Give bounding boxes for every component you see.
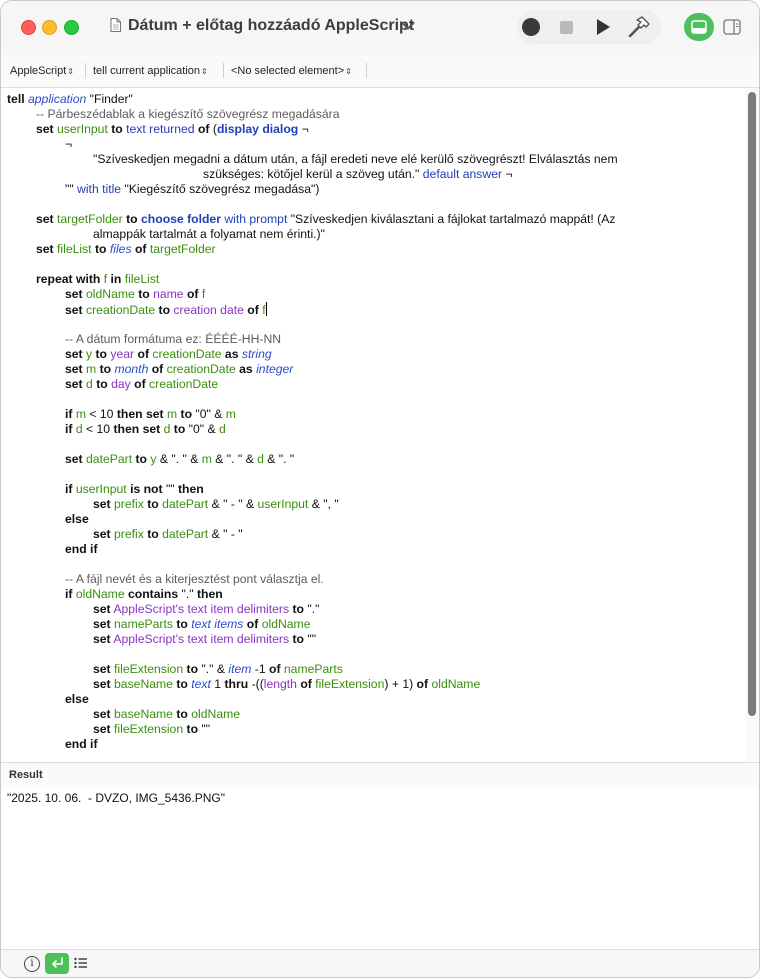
close-window-button[interactable] — [21, 20, 36, 35]
code-line: tell application "Finder" — [7, 92, 133, 106]
text-cursor — [266, 302, 267, 316]
code-line: if d < 10 then set d to "0" & d — [65, 422, 226, 436]
target-label: tell current application — [93, 65, 201, 77]
code-line: set y to year of creationDate as string — [65, 347, 272, 361]
code-line: set AppleScript's text item delimiters to "" — [93, 632, 317, 646]
language-popup[interactable] — [10, 65, 74, 77]
code-line: if userInput is not "" then — [65, 482, 204, 496]
code-line: ¬ — [65, 137, 73, 151]
code-comment: -- Párbeszédablak a kiegészítő szövegrész megadására — [36, 107, 340, 121]
result-value: "2025. 10. 06. - DVZO, IMG_5436.PNG" — [7, 791, 225, 805]
code-line: set oldName to name of f — [65, 287, 206, 301]
code-line: szükséges: kötőjel kerül a szöveg után." default answer ¬ — [203, 167, 513, 181]
code-line: set prefix to datePart & " - " — [93, 527, 243, 541]
target-popup[interactable] — [93, 65, 208, 77]
code-line: "" with title "Kiegészítő szövegrész megadása") — [65, 182, 320, 196]
code-keyword: end if — [65, 542, 98, 556]
return-arrow-icon — [50, 957, 64, 970]
window-title[interactable]: Dátum + előtag hozzáadó AppleScript — [128, 17, 415, 34]
code-line: set prefix to datePart & " - " & userInput & ", " — [93, 497, 339, 511]
result-title: Result — [9, 769, 43, 781]
element-popup[interactable] — [231, 65, 352, 77]
show-log-icon — [691, 20, 707, 34]
nav-divider — [85, 63, 86, 78]
code-line: set userInput to text returned of (display dialog ¬ — [36, 122, 309, 136]
nav-divider — [366, 63, 367, 78]
editor-scrollbar-thumb[interactable] — [748, 92, 756, 716]
title-bar — [1, 1, 759, 55]
code-line: set nameParts to text items of oldName — [93, 617, 311, 631]
record-button[interactable] — [522, 18, 540, 36]
code-keyword: else — [65, 512, 89, 526]
code-line: set targetFolder to choose folder with prompt "Szíveskedjen kiválasztani a fájlokat tartalmazó mappát! (Az — [36, 212, 616, 226]
code-line: if oldName contains "." then — [65, 587, 223, 601]
minimize-window-button[interactable] — [42, 20, 57, 35]
chevron-down-icon[interactable] — [401, 21, 415, 31]
updown-icon: ⇕ — [67, 67, 74, 76]
code-line: set creationDate to creation date of f — [65, 303, 266, 317]
code-line: set fileExtension to "." & item -1 of nameParts — [93, 662, 343, 676]
code-comment: -- A fájl nevét és a kiterjesztést pont választja el. — [65, 572, 324, 586]
nav-divider — [223, 63, 224, 78]
result-pane[interactable] — [1, 787, 759, 949]
result-view-button[interactable] — [45, 953, 69, 974]
element-label: <No selected element> — [231, 65, 345, 77]
show-sidebar-icon[interactable] — [723, 19, 741, 35]
code-line: set fileExtension to "" — [93, 722, 211, 736]
navigation-bar — [1, 55, 759, 88]
code-line: set m to month of creationDate as integer — [65, 362, 294, 376]
script-editor[interactable] — [1, 88, 745, 762]
code-line: set baseName to text 1 thru -((length of fileExtension) + 1) of oldName — [93, 677, 481, 691]
code-string: "Szíveskedjen megadni a dátum után, a fájl eredeti neve elé kerülő szövegrészt! Elválasztás nem — [93, 152, 618, 166]
code-keyword: else — [65, 692, 89, 706]
updown-icon: ⇕ — [345, 67, 352, 76]
stop-button[interactable] — [560, 21, 573, 34]
result-header — [1, 762, 759, 788]
compile-hammer-icon[interactable] — [627, 15, 651, 39]
language-label: AppleScript — [10, 65, 67, 77]
code-line: set d to day of creationDate — [65, 377, 219, 391]
bottom-bar — [1, 949, 759, 978]
code-line: set datePart to y & ". " & m & ". " & d & ". " — [65, 452, 295, 466]
code-string: almappák tartalmát a folyamat nem érinti.)" — [93, 227, 325, 241]
show-log-button[interactable] — [684, 13, 714, 41]
code-line: if m < 10 then set m to "0" & m — [65, 407, 236, 421]
zoom-window-button[interactable] — [64, 20, 79, 35]
code-line: set AppleScript's text item delimiters to "." — [93, 602, 320, 616]
info-icon[interactable]: i — [24, 956, 40, 972]
updown-icon: ⇕ — [201, 67, 208, 76]
document-icon — [110, 18, 121, 32]
code-keyword: end if — [65, 737, 98, 751]
code-line: set baseName to oldName — [93, 707, 241, 721]
code-line: repeat with f in fileList — [36, 272, 160, 286]
list-icon[interactable] — [73, 956, 89, 970]
code-comment: -- A dátum formátuma ez: ÉÉÉÉ-HH-NN — [65, 332, 282, 346]
code-line: set fileList to files of targetFolder — [36, 242, 216, 256]
run-button[interactable] — [595, 18, 611, 36]
